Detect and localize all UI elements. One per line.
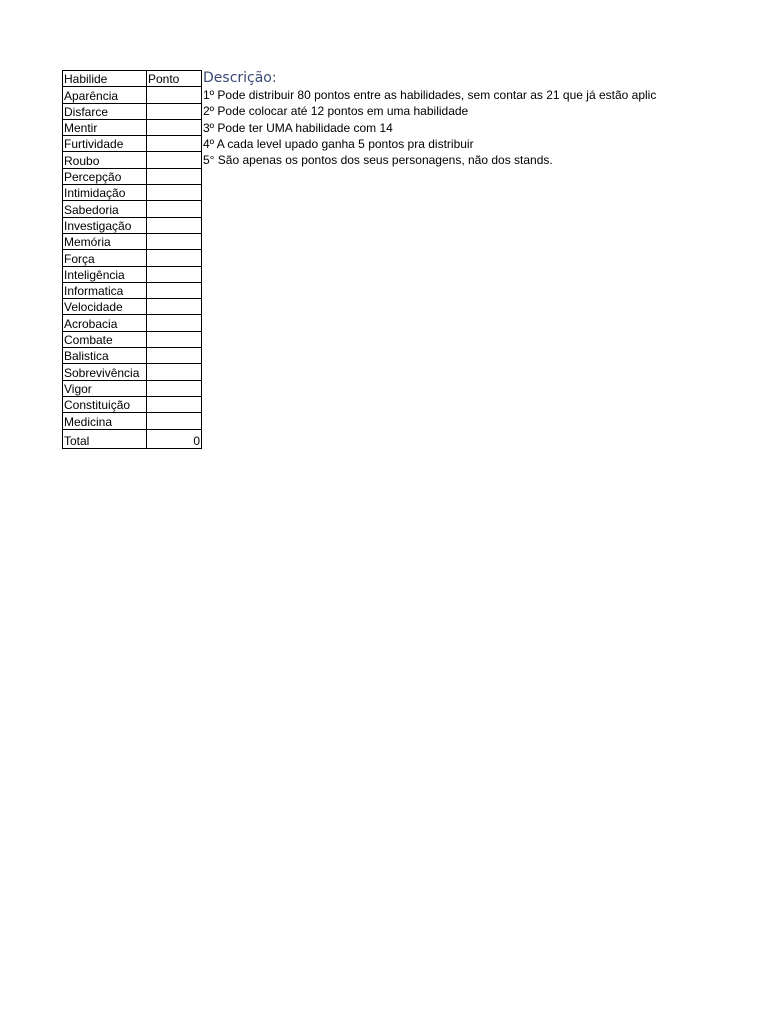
table-row — [63, 364, 202, 380]
skills-table — [62, 70, 202, 449]
description-block — [203, 69, 656, 168]
table-row — [63, 217, 202, 233]
header-points[interactable]: Ponto — [147, 71, 202, 87]
table-row — [63, 201, 202, 217]
skill-name-cell[interactable]: Percepção — [63, 168, 147, 184]
table-row — [63, 250, 202, 266]
rule-line[interactable]: 4º A cada level upado ganha 5 pontos pra distribuir — [203, 136, 474, 151]
table-row — [63, 233, 202, 249]
rule-line[interactable]: 5° São apenas os pontos dos seus personagens, não dos stands. — [203, 153, 553, 168]
skill-name-cell[interactable]: Balistica — [63, 348, 147, 364]
skill-points-cell[interactable] — [147, 331, 202, 347]
skill-name-cell[interactable]: Inteligência — [63, 266, 147, 282]
table-row — [63, 266, 202, 282]
skill-points-cell[interactable] — [147, 168, 202, 184]
skill-points-cell[interactable] — [147, 152, 202, 168]
skill-points-cell[interactable] — [147, 282, 202, 298]
skill-points-cell[interactable] — [147, 201, 202, 217]
total-row — [63, 429, 202, 448]
skill-name-cell[interactable]: Vigor — [63, 380, 147, 396]
rule-line[interactable]: 2º Pode colocar até 12 pontos em uma habilidade — [203, 104, 469, 119]
table-row — [63, 119, 202, 135]
total-label-cell[interactable]: Total — [63, 429, 147, 448]
skill-points-cell[interactable] — [147, 136, 202, 152]
skill-points-cell[interactable] — [147, 266, 202, 282]
table-row — [63, 87, 202, 103]
skill-points-cell[interactable] — [147, 217, 202, 233]
skill-name-cell[interactable]: Aparência — [63, 87, 147, 103]
skill-name-cell[interactable]: Mentir — [63, 119, 147, 135]
table-row — [63, 348, 202, 364]
total-value-cell[interactable]: 0 — [147, 429, 202, 448]
table-row — [63, 168, 202, 184]
table-row — [63, 315, 202, 331]
description-title[interactable]: Descrição: — [203, 70, 277, 86]
table-row — [63, 282, 202, 298]
skill-name-cell[interactable]: Intimidação — [63, 185, 147, 201]
table-row — [63, 331, 202, 347]
skill-points-cell[interactable] — [147, 233, 202, 249]
skill-name-cell[interactable]: Roubo — [63, 152, 147, 168]
table-row — [63, 185, 202, 201]
skill-name-cell[interactable]: Constituição — [63, 396, 147, 412]
skill-points-cell[interactable] — [147, 250, 202, 266]
table-header-row — [63, 71, 202, 87]
table-row — [63, 152, 202, 168]
rules-list — [203, 87, 656, 168]
skill-points-cell[interactable] — [147, 396, 202, 412]
skill-points-cell[interactable] — [147, 413, 202, 429]
table-row — [63, 380, 202, 396]
table-row — [63, 413, 202, 429]
rule-line[interactable]: 3º Pode ter UMA habilidade com 14 — [203, 120, 393, 135]
skill-name-cell[interactable]: Sabedoria — [63, 201, 147, 217]
skill-points-cell[interactable] — [147, 87, 202, 103]
table-row — [63, 299, 202, 315]
rule-line[interactable]: 1º Pode distribuir 80 pontos entre as habilidades, sem contar as 21 que já estão aplic — [203, 88, 657, 102]
skill-points-cell[interactable] — [147, 348, 202, 364]
table-row — [63, 136, 202, 152]
skill-name-cell[interactable]: Investigação — [63, 217, 147, 233]
skill-points-cell[interactable] — [147, 185, 202, 201]
skill-name-cell[interactable]: Medicina — [63, 413, 147, 429]
skill-name-cell[interactable]: Informatica — [63, 282, 147, 298]
skills-table-body — [63, 71, 202, 449]
skill-name-cell[interactable]: Furtividade — [63, 136, 147, 152]
table-row — [63, 103, 202, 119]
skill-name-cell[interactable]: Força — [63, 250, 147, 266]
skill-points-cell[interactable] — [147, 103, 202, 119]
skill-name-cell[interactable]: Disfarce — [63, 103, 147, 119]
table-row — [63, 396, 202, 412]
skill-name-cell[interactable]: Velocidade — [63, 299, 147, 315]
skill-name-cell[interactable]: Memória — [63, 233, 147, 249]
skill-name-cell[interactable]: Combate — [63, 331, 147, 347]
skill-name-cell[interactable]: Acrobacia — [63, 315, 147, 331]
header-skill[interactable]: Habilide — [63, 71, 147, 87]
skill-points-cell[interactable] — [147, 364, 202, 380]
skill-points-cell[interactable] — [147, 380, 202, 396]
skill-points-cell[interactable] — [147, 119, 202, 135]
skill-points-cell[interactable] — [147, 299, 202, 315]
skill-name-cell[interactable]: Sobrevivência — [63, 364, 147, 380]
skill-points-cell[interactable] — [147, 315, 202, 331]
